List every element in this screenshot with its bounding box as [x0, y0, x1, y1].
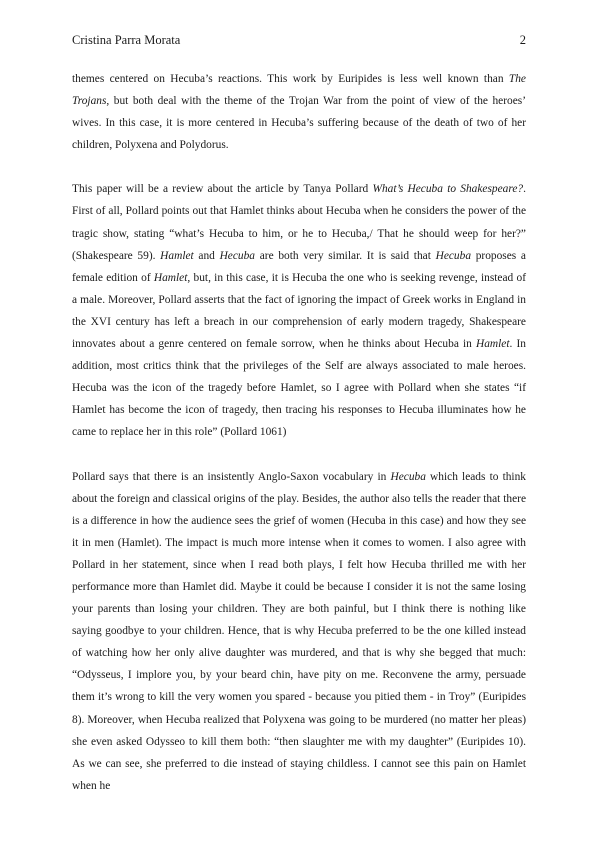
text-run: . First of all, Pollard points out that Hamlet thinks about Hecuba when he considers the power of the tragic show, stating “what’s Hecuba to him, or he to Hecuba,/ That he should weep for her?” (Shakespeare 59). [72, 183, 526, 262]
text-run: proposes a female edition of [72, 249, 526, 284]
page-header [72, 33, 526, 53]
italic-title: Hamlet [160, 249, 194, 262]
text-run: and [193, 249, 220, 262]
text-run: which leads to think about the foreign and classical origins of the play. Besides, the author also tells the reader that there is a difference in how the audience sees the grief of women (Hecuba in this case) and how they see it in men (Hamlet). The impact is much more intense when it comes to women. I also agree with Pollard in her statement, since when I read both plays, I felt how Hecuba thrilled me with her performance more than Hamlet did. Maybe it could be because I consider it is not the same losing your parents than losing your children. They are both painful, but I think there is nothing like saying goodbye to your children. Hence, that is why Hecuba preferred to be the one killed instead of watching how her only alive daughter was murdered, and that is why she begged that much: “Odysseus, I implore you, by your beard chin, have pity on me. Reconvene the army, persuade them it’s wrong to kill the very women you spared - because you pitied them - in Troy” (Euripides 8). Moreover, when Hecuba realized that Polyxena was going to be murdered (no matter her pleas) she even asked Odysseo to kill them both: “then slaughter me with my daughter” (Euripides 10). As we can see, she preferred to die instead of staying childless. I cannot see this pain on Hamlet when he [72, 470, 526, 792]
document-body [72, 68, 526, 797]
italic-title: The Trojans [72, 73, 526, 108]
italic-title: What’s Hecuba to Shakespeare? [372, 183, 524, 196]
italic-title: Hamlet [153, 271, 188, 284]
italic-title: Hecuba [219, 249, 256, 262]
italic-title: Hecuba [435, 249, 472, 262]
text-run: themes centered on Hecuba’s reactions. This work by Euripides is less well known than [72, 73, 509, 85]
italic-title: Hecuba [390, 470, 426, 483]
text-run: , but, in this case, it is Hecuba the one who is seeking revenge, instead of a male. Moreover, Pollard asserts that the fact of ignoring the impact of Greek works in England in the XVI century has left a breach in our comprehension of early modern tragedy, Shakespeare innovates about a genre centered on female sorrow, when he thinks about Hecuba in [72, 271, 526, 351]
paragraph-1 [72, 68, 526, 156]
text-run: , but both deal with the theme of the Trojan War from the point of view of the heroes’ wives. In this case, it is more centered in Hecuba’s suffering because of the death of two of her children, Polyxena and Polydorus. [72, 95, 526, 152]
text-run: . In addition, most critics think that the privileges of the Self are always associated to male heroes. Hecuba was the icon of the tragedy before Hamlet, so I agree with Pollard when she states “if Hamlet has become the icon of tragedy, then tracing his responses to Hecuba illuminates how he came to replace her in this role” (Pollard 1061) [72, 338, 526, 439]
italic-title: Hamlet [475, 338, 510, 351]
paragraph-2 [72, 178, 526, 443]
page-number: 2 [519, 33, 526, 47]
author-name: Cristina Parra Morata [72, 33, 181, 47]
text-run: This paper will be a review about the article by Tanya Pollard [72, 183, 373, 196]
text-run: are both very similar. It is said that [255, 249, 436, 262]
text-run: Pollard says that there is an insistently Anglo-Saxon vocabulary in [72, 470, 391, 483]
paragraph-3 [72, 466, 526, 797]
